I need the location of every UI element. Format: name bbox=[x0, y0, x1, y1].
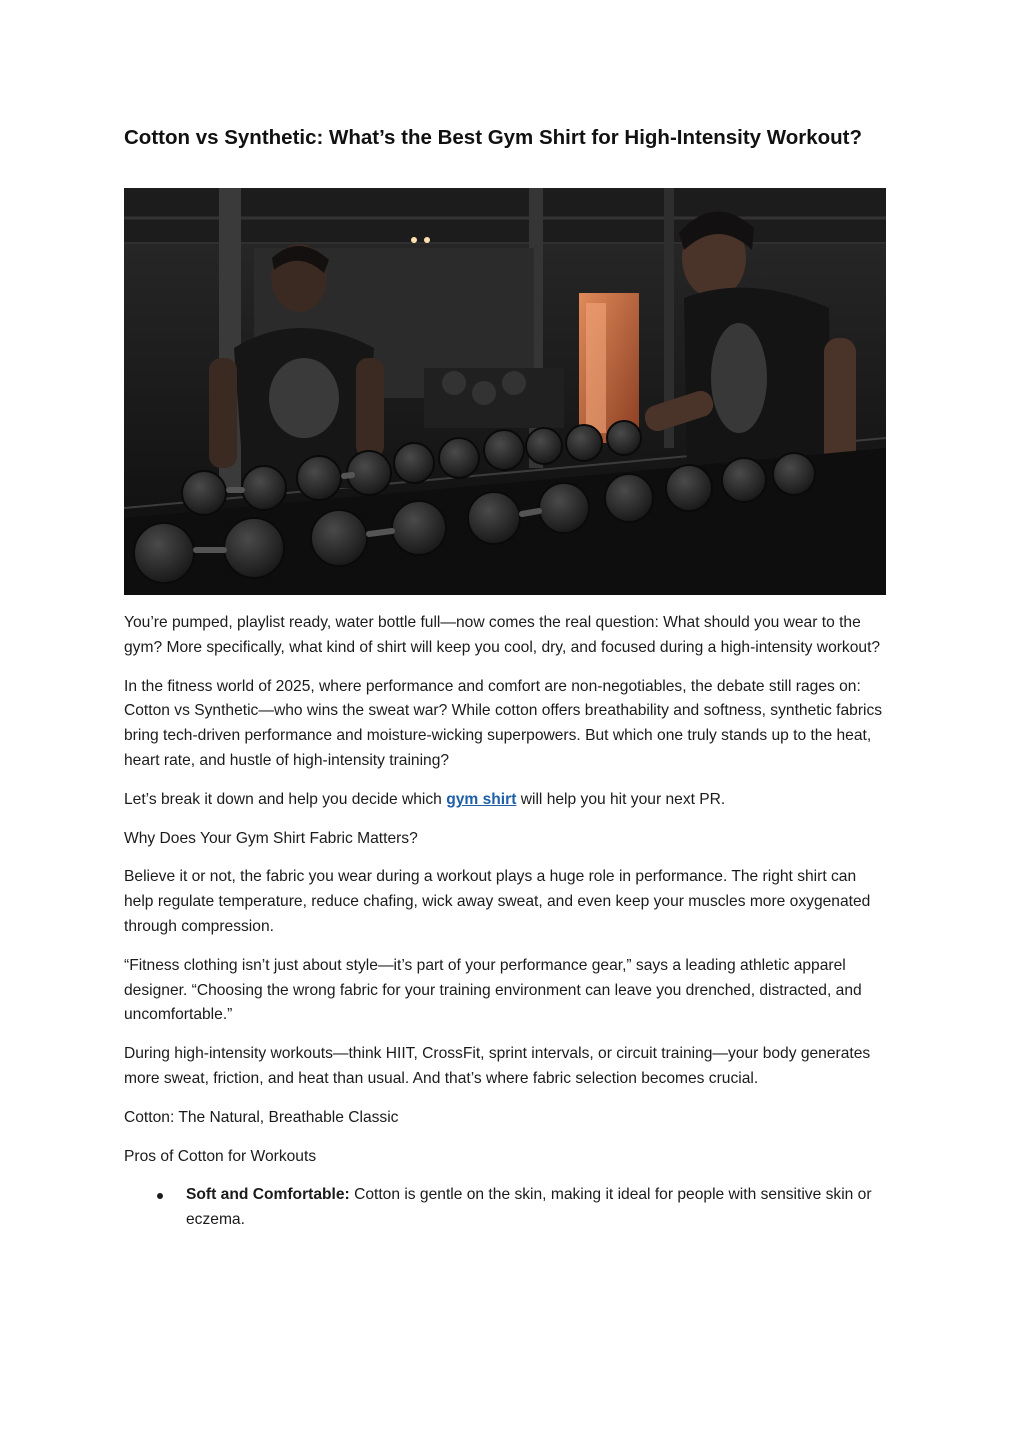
article-title: Cotton vs Synthetic: What’s the Best Gym Shirt for High-Intensity Workout? bbox=[124, 126, 863, 149]
list-item-text: Cotton is gentle on the skin, making it ideal for people with sensitive skin or eczema. bbox=[186, 1186, 872, 1229]
section-heading-cotton: Cotton: The Natural, Breathable Classic bbox=[124, 1108, 399, 1126]
pros-list bbox=[124, 1183, 888, 1233]
list-item-bold: Soft and Comfortable: bbox=[186, 1186, 350, 1204]
hero-image bbox=[124, 188, 886, 595]
fabric-paragraph: Believe it or not, the fabric you wear during a workout plays a huge role in performance. The right shirt can help regulate temperature, reduce chafing, wick away sweat, and even keep your muscles more oxygenated through compression. bbox=[124, 868, 871, 935]
gym-photo-illustration bbox=[124, 188, 886, 595]
gym-shirt-link[interactable]: gym shirt bbox=[446, 790, 517, 808]
break-down-text-before: Let’s break it down and help you decide which bbox=[124, 790, 447, 808]
article-body bbox=[124, 611, 888, 1233]
debate-paragraph: In the fitness world of 2025, where performance and comfort are non-negotiables, the debate still rages on: Cotton vs Synthetic—who wins the sweat war? While cotton offers breathability and softness, synthetic fabrics bring tech-driven performance and moisture-wicking superpowers. But which one truly stands up to the heat, heart rate, and hustle of high-intensity training? bbox=[124, 677, 883, 769]
section-heading-pros: Pros of Cotton for Workouts bbox=[124, 1147, 317, 1165]
quote-paragraph: “Fitness clothing isn’t just about style—it’s part of your performance gear,” says a leading athletic apparel designer. “Choosing the wrong fabric for your training environment can leave you drenched, distracted, and uncomfortable.” bbox=[124, 956, 862, 1024]
hiit-paragraph: During high-intensity workouts—think HIIT, CrossFit, sprint intervals, or circuit training—your body generates more sweat, friction, and heat than usual. And that’s where fabric selection becomes crucial. bbox=[124, 1045, 871, 1087]
break-down-text-after: will help you hit your next PR. bbox=[516, 790, 726, 808]
bullet-icon bbox=[157, 1193, 163, 1199]
section-heading-why: Why Does Your Gym Shirt Fabric Matters? bbox=[124, 829, 418, 847]
break-down-paragraph bbox=[124, 788, 888, 813]
list-item bbox=[124, 1183, 888, 1233]
intro-paragraph: You’re pumped, playlist ready, water bottle full—now comes the real question: What should you wear to the gym? More specifically, what kind of shirt will keep you cool, dry, and focused during a high-intensity workout? bbox=[124, 614, 881, 656]
